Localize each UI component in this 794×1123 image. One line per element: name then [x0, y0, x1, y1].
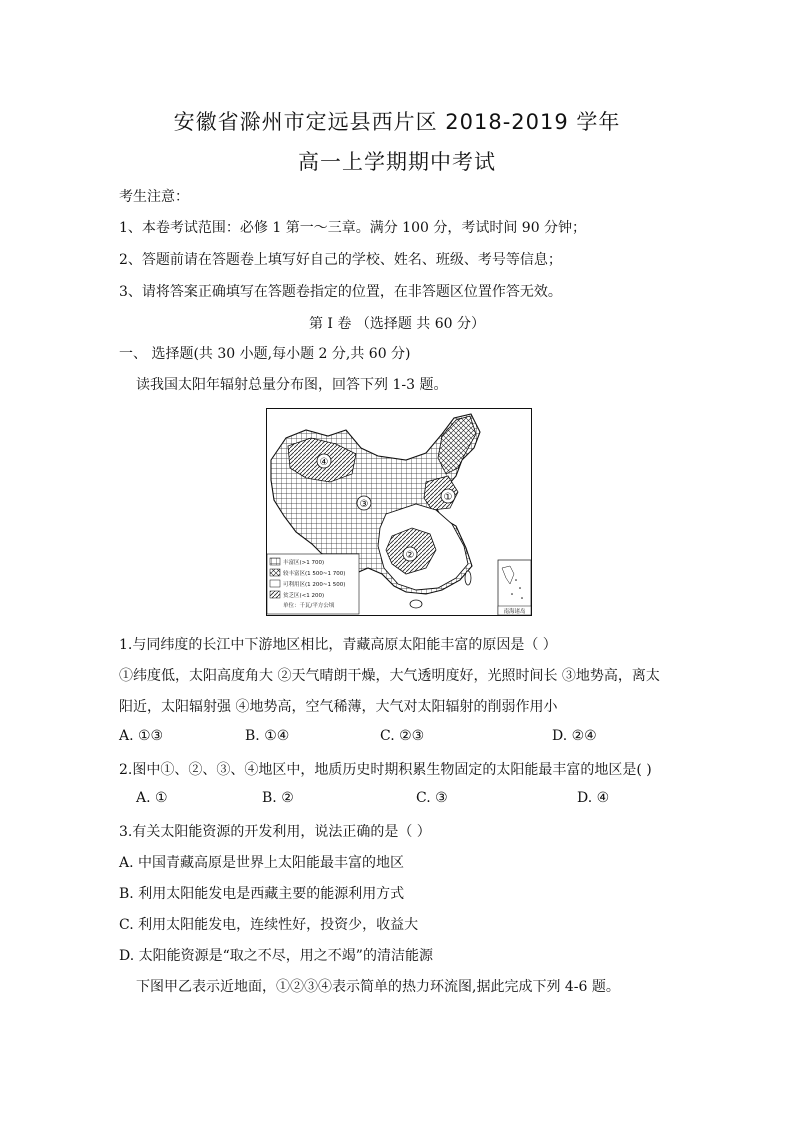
- legend-unit: 单位：千瓦/平方公顷: [283, 603, 335, 609]
- q2-option-b[interactable]: B. ②: [262, 790, 294, 806]
- q3-option-c[interactable]: C. 利用太阳能发电，连续性好，投资少，收益大: [119, 917, 419, 933]
- legend-fairly-rich: 较丰富区(1 500~1 700): [283, 571, 346, 577]
- inset-label: 南海诸岛: [503, 609, 526, 615]
- map-legend: [267, 554, 359, 614]
- q2-stem: 2.图中①、②、③、④地区中，地质历史时期积累生物固定的太阳能最丰富的地区是( ): [119, 762, 652, 778]
- svg-text:①: ①: [443, 492, 453, 503]
- q1-option-b[interactable]: B. ①④: [245, 728, 290, 744]
- notice-item-1: 1、本卷考试范围：必修 1 第一～三章。满分 100 分，考试时间 90 分钟；: [119, 220, 587, 236]
- hainan-island: [410, 600, 422, 608]
- legend-rich: 丰富区(>1 700): [283, 560, 325, 566]
- svg-text:②: ②: [405, 550, 415, 561]
- q2-option-a[interactable]: A. ①: [136, 790, 168, 806]
- q3-option-d[interactable]: D. 太阳能资源是“取之不尽，用之不竭”的清洁能源: [119, 948, 433, 964]
- q3-option-b[interactable]: B. 利用太阳能发电是西藏主要的能源利用方式: [119, 886, 405, 902]
- part-title: 一、 选择题(共 30 小题,每小题 2 分,共 60 分): [119, 346, 411, 362]
- q2-option-c[interactable]: C. ③: [416, 790, 448, 806]
- legend-poor: 贫乏区(<1 200): [283, 593, 325, 599]
- region-label-2: [403, 547, 417, 561]
- region-label-4: [317, 454, 331, 468]
- q1-option-c[interactable]: C. ②③: [380, 728, 425, 744]
- q1-statement-line1: ①纬度低，太阳高度角大 ②天气晴朗干燥，大气透明度好，光照时间长 ③地势高，离太: [119, 668, 660, 684]
- solar-radiation-map: [266, 408, 532, 616]
- notice-heading: 考生注意：: [119, 189, 189, 205]
- q3-stem: 3.有关太阳能资源的开发利用，说法正确的是（ ）: [119, 824, 431, 840]
- volume-title: 第 I 卷 （选择题 共 60 分）: [308, 316, 486, 332]
- map-intro: 读我国太阳年辐射总量分布图，回答下列 1-3 题。: [136, 377, 448, 393]
- south-china-sea-inset: [498, 560, 531, 615]
- notice-item-2: 2、答题前请在答题卷上填写好自己的学校、姓名、班级、考号等信息；: [119, 252, 562, 268]
- exam-title-line1: 安徽省滁州市定远县西片区 2018-2019 学年: [173, 110, 621, 134]
- region-label-1: [441, 489, 455, 503]
- exam-title-line2: 高一上学期期中考试: [298, 150, 496, 174]
- q3-option-a[interactable]: A. 中国青藏高原是世界上太阳能最丰富的地区: [119, 855, 405, 871]
- svg-text:④: ④: [319, 457, 329, 468]
- thermal-circulation-intro: 下图甲乙表示近地面，①②③④表示简单的热力环流图,据此完成下列 4-6 题。: [136, 979, 620, 995]
- q1-option-d[interactable]: D. ②④: [552, 728, 597, 744]
- q1-stem: 1.与同纬度的长江中下游地区相比，青藏高原太阳能丰富的原因是（ ）: [119, 637, 557, 653]
- q2-option-d[interactable]: D. ④: [577, 790, 610, 806]
- svg-text:③: ③: [359, 499, 369, 510]
- q1-statement-line2: 阳近，太阳辐射强 ④地势高，空气稀薄，大气对太阳辐射的削弱作用小: [119, 699, 558, 715]
- region-label-3: [357, 496, 371, 510]
- notice-item-3: 3、请将答案正确填写在答题卷指定的位置，在非答题区位置作答无效。: [119, 284, 562, 300]
- q1-option-a[interactable]: A. ①③: [119, 728, 164, 744]
- legend-usable: 可利用区(1 200~1 500): [283, 582, 346, 588]
- taiwan-island: [465, 571, 471, 585]
